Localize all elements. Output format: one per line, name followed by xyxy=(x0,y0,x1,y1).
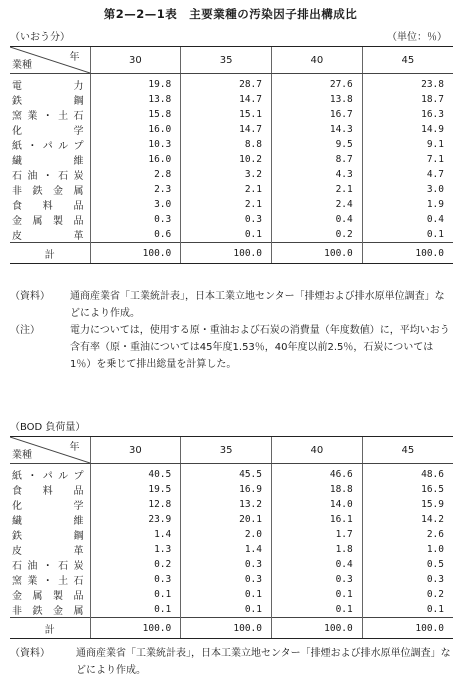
table-row xyxy=(10,152,453,167)
table-row xyxy=(10,197,453,212)
value-cell: 19.8 xyxy=(90,74,181,93)
value-cell: 16.5 xyxy=(362,482,453,497)
total-row xyxy=(10,243,453,264)
value-cell: 0.2 xyxy=(272,227,363,243)
year-header: 45 xyxy=(362,437,453,464)
value-cell: 1.4 xyxy=(181,542,272,557)
sector-label: 紙・パルプ xyxy=(12,471,84,482)
value-cell: 0.1 xyxy=(272,587,363,602)
value-cell: 16.0 xyxy=(90,152,181,167)
year-header: 35 xyxy=(181,437,272,464)
sulfur-table xyxy=(10,46,453,264)
table-row xyxy=(10,572,453,587)
value-cell: 15.8 xyxy=(90,107,181,122)
value-cell: 0.1 xyxy=(181,587,272,602)
sector-label: 食料品 xyxy=(12,201,84,212)
sector-label: 化学 xyxy=(12,126,84,137)
note-text: 通商産業省「工業統計表」，日本工業立地センター「排煙および排水原単位調査」などにより作成。 xyxy=(76,648,451,676)
value-cell: 4.3 xyxy=(272,167,363,182)
total-value-cell: 100.0 xyxy=(90,243,181,264)
table1-note-remark xyxy=(10,322,453,373)
value-cell: 9.1 xyxy=(362,137,453,152)
sector-label: 繊維 xyxy=(12,516,84,527)
value-cell: 46.6 xyxy=(272,464,363,483)
table-row xyxy=(10,212,453,227)
value-cell: 1.3 xyxy=(90,542,181,557)
table2-category-label: （BOD 負荷量） xyxy=(10,422,86,433)
table-row xyxy=(10,167,453,182)
value-cell: 14.2 xyxy=(362,512,453,527)
sector-label: 石油・石炭 xyxy=(12,561,84,572)
table-row xyxy=(10,482,453,497)
sector-label: 繊維 xyxy=(12,156,84,167)
value-cell: 0.2 xyxy=(362,587,453,602)
value-cell: 20.1 xyxy=(181,512,272,527)
table-row xyxy=(10,557,453,572)
value-cell: 1.7 xyxy=(272,527,363,542)
total-value-cell: 100.0 xyxy=(181,243,272,264)
value-cell: 19.5 xyxy=(90,482,181,497)
table-row xyxy=(10,512,453,527)
value-cell: 0.3 xyxy=(90,572,181,587)
value-cell: 16.0 xyxy=(90,122,181,137)
value-cell: 14.7 xyxy=(181,92,272,107)
table1-corner-header xyxy=(10,47,90,74)
sector-label: 皮革 xyxy=(12,231,84,242)
value-cell: 18.7 xyxy=(362,92,453,107)
table-row xyxy=(10,602,453,618)
table-row xyxy=(10,587,453,602)
value-cell: 2.6 xyxy=(362,527,453,542)
value-cell: 15.1 xyxy=(181,107,272,122)
value-cell: 14.7 xyxy=(181,122,272,137)
table-row xyxy=(10,182,453,197)
value-cell: 2.0 xyxy=(181,527,272,542)
value-cell: 1.8 xyxy=(272,542,363,557)
value-cell: 13.2 xyxy=(181,497,272,512)
bod-table xyxy=(10,436,453,639)
value-cell: 15.9 xyxy=(362,497,453,512)
note-text: 通商産業省「工業統計表」，日本工業立地センター「排煙および排水原単位調査」などにより作成。 xyxy=(70,291,445,319)
value-cell: 14.3 xyxy=(272,122,363,137)
value-cell: 0.5 xyxy=(362,557,453,572)
sector-label: 窯業・土石 xyxy=(12,111,84,122)
value-cell: 0.1 xyxy=(272,602,363,618)
value-cell: 1.4 xyxy=(90,527,181,542)
value-cell: 8.8 xyxy=(181,137,272,152)
sector-label: 非鉄金属 xyxy=(12,606,84,617)
value-cell: 0.3 xyxy=(90,212,181,227)
year-header: 35 xyxy=(181,47,272,74)
table-row xyxy=(10,137,453,152)
sector-header-label: 業種 xyxy=(12,60,32,71)
value-cell: 14.9 xyxy=(362,122,453,137)
year-header: 40 xyxy=(272,437,363,464)
value-cell: 28.7 xyxy=(181,74,272,93)
sector-label: 石油・石炭 xyxy=(12,171,84,182)
sector-label: 食料品 xyxy=(12,486,84,497)
note-key: （注） xyxy=(10,325,40,336)
year-header: 40 xyxy=(272,47,363,74)
table-row xyxy=(10,527,453,542)
total-value-cell: 100.0 xyxy=(272,243,363,264)
year-header-label: 年 xyxy=(69,52,80,63)
value-cell: 4.7 xyxy=(362,167,453,182)
total-value-cell: 100.0 xyxy=(181,618,272,639)
total-label: 計 xyxy=(10,243,90,264)
note-key: （資料） xyxy=(10,648,50,659)
unit-label: （単位：％） xyxy=(387,32,447,43)
total-value-cell: 100.0 xyxy=(362,618,453,639)
sector-label: 非鉄金属 xyxy=(12,186,84,197)
document-title: 第2—2—1表 主要業種の汚染因子排出構成比 xyxy=(103,7,358,21)
value-cell: 2.1 xyxy=(181,197,272,212)
table-row xyxy=(10,122,453,137)
value-cell: 27.6 xyxy=(272,74,363,93)
table-row xyxy=(10,92,453,107)
value-cell: 0.1 xyxy=(362,602,453,618)
value-cell: 1.9 xyxy=(362,197,453,212)
value-cell: 2.8 xyxy=(90,167,181,182)
value-cell: 48.6 xyxy=(362,464,453,483)
sector-label: 化学 xyxy=(12,501,84,512)
table-row xyxy=(10,542,453,557)
sector-label: 紙・パルプ xyxy=(12,141,84,152)
value-cell: 2.3 xyxy=(90,182,181,197)
value-cell: 0.4 xyxy=(272,557,363,572)
table2-body xyxy=(10,464,453,639)
total-value-cell: 100.0 xyxy=(272,618,363,639)
value-cell: 10.2 xyxy=(181,152,272,167)
value-cell: 3.2 xyxy=(181,167,272,182)
value-cell: 12.8 xyxy=(90,497,181,512)
value-cell: 0.1 xyxy=(90,602,181,618)
total-value-cell: 100.0 xyxy=(90,618,181,639)
table1-note-source xyxy=(10,288,453,322)
value-cell: 0.3 xyxy=(272,572,363,587)
value-cell: 18.8 xyxy=(272,482,363,497)
total-label: 計 xyxy=(10,618,90,639)
value-cell: 16.9 xyxy=(181,482,272,497)
value-cell: 23.8 xyxy=(362,74,453,93)
sector-label: 鉄鋼 xyxy=(12,96,84,107)
sector-label: 皮革 xyxy=(12,546,84,557)
year-header: 30 xyxy=(90,437,181,464)
value-cell: 0.3 xyxy=(181,557,272,572)
value-cell: 3.0 xyxy=(90,197,181,212)
sector-label: 窯業・土石 xyxy=(12,576,84,587)
note-key: （資料） xyxy=(10,291,50,302)
value-cell: 0.1 xyxy=(362,227,453,243)
value-cell: 10.3 xyxy=(90,137,181,152)
sector-label: 電力 xyxy=(12,81,84,92)
value-cell: 23.9 xyxy=(90,512,181,527)
sector-label: 金属製品 xyxy=(12,216,84,227)
value-cell: 2.1 xyxy=(272,182,363,197)
table-row xyxy=(10,497,453,512)
table-row xyxy=(10,227,453,243)
value-cell: 0.3 xyxy=(181,212,272,227)
value-cell: 16.3 xyxy=(362,107,453,122)
table-row xyxy=(10,107,453,122)
sector-label: 金属製品 xyxy=(12,591,84,602)
value-cell: 0.2 xyxy=(90,557,181,572)
value-cell: 2.4 xyxy=(272,197,363,212)
sector-header-label: 業種 xyxy=(12,450,32,461)
table1-body xyxy=(10,74,453,264)
value-cell: 0.4 xyxy=(272,212,363,227)
year-header: 30 xyxy=(90,47,181,74)
value-cell: 3.0 xyxy=(362,182,453,197)
value-cell: 0.6 xyxy=(90,227,181,243)
value-cell: 40.5 xyxy=(90,464,181,483)
value-cell: 0.3 xyxy=(181,572,272,587)
value-cell: 8.7 xyxy=(272,152,363,167)
table2-note-source xyxy=(10,645,453,679)
table-row xyxy=(10,464,453,483)
note-text: 電力については，使用する原・重油および石炭の消費量（年度数値）に，平均いおう含有率（原・重油については45年度1.53％，40年度以前2.5％，石炭については1％）を乗じて排出総量を計算した。 xyxy=(70,325,450,370)
value-cell: 13.8 xyxy=(90,92,181,107)
value-cell: 45.5 xyxy=(181,464,272,483)
year-header: 45 xyxy=(362,47,453,74)
value-cell: 0.4 xyxy=(362,212,453,227)
total-value-cell: 100.0 xyxy=(362,243,453,264)
table-row xyxy=(10,74,453,93)
value-cell: 16.1 xyxy=(272,512,363,527)
table2-corner-header xyxy=(10,437,90,464)
total-row xyxy=(10,618,453,639)
value-cell: 14.0 xyxy=(272,497,363,512)
value-cell: 9.5 xyxy=(272,137,363,152)
value-cell: 0.3 xyxy=(362,572,453,587)
value-cell: 0.1 xyxy=(181,602,272,618)
value-cell: 2.1 xyxy=(181,182,272,197)
value-cell: 13.8 xyxy=(272,92,363,107)
value-cell: 7.1 xyxy=(362,152,453,167)
value-cell: 16.7 xyxy=(272,107,363,122)
table1-category-label: （いおう分） xyxy=(10,32,70,43)
value-cell: 0.1 xyxy=(181,227,272,243)
value-cell: 0.1 xyxy=(90,587,181,602)
year-header-label: 年 xyxy=(69,442,80,453)
sector-label: 鉄鋼 xyxy=(12,531,84,542)
value-cell: 1.0 xyxy=(362,542,453,557)
